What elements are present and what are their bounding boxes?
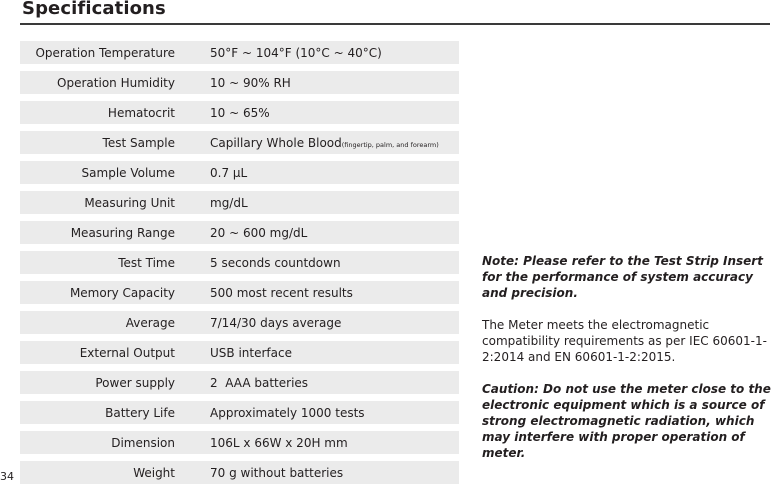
spec-value: USB interface	[210, 345, 292, 360]
title-divider	[20, 23, 770, 25]
notes-panel	[482, 253, 772, 461]
spec-row-sample-volume	[20, 161, 459, 184]
spec-row-dimension	[20, 431, 459, 454]
spec-value: 7/14/30 days average	[210, 315, 342, 330]
spec-row-test-sample	[20, 131, 459, 154]
accuracy-note: Note: Please refer to the Test Strip Insert for the performance of system accuracy and precision.	[482, 254, 763, 300]
spec-value: 50°F ~ 104°F (10°C ~ 40°C)	[210, 45, 382, 60]
spec-label: Dimension	[111, 435, 175, 450]
specifications-table	[20, 41, 459, 491]
spec-row-hematocrit	[20, 101, 459, 124]
spec-row-operation-temperature	[20, 41, 459, 64]
page-number: 34	[0, 470, 14, 483]
spec-value: 70 g without batteries	[210, 465, 344, 480]
spec-row-battery-life	[20, 401, 459, 424]
spec-label: Hematocrit	[107, 105, 175, 120]
spec-value: mg/dL	[210, 195, 248, 210]
spec-value: 500 most recent results	[210, 285, 353, 300]
spec-label: Operation Temperature	[35, 45, 175, 60]
spec-label: Memory Capacity	[69, 285, 175, 300]
spec-row-measuring-unit	[20, 191, 459, 214]
spec-label: Power supply	[95, 375, 175, 390]
spec-label: Measuring Range	[70, 225, 175, 240]
spec-label: Test Time	[118, 255, 175, 270]
spec-row-memory-capacity	[20, 281, 459, 304]
spec-label: Battery Life	[105, 405, 175, 420]
spec-label: Measuring Unit	[84, 195, 175, 210]
spec-row-weight	[20, 461, 459, 484]
spec-label: Average	[125, 315, 175, 330]
spec-value: Capillary Whole Blood(fingertip, palm, and forearm)	[210, 135, 439, 150]
spec-value: 10 ~ 65%	[210, 105, 270, 120]
spec-label: External Output	[79, 345, 175, 360]
spec-value: 5 seconds countdown	[210, 255, 341, 270]
spec-label: Test Sample	[102, 135, 175, 150]
spec-value: 0.7 µL	[210, 165, 248, 180]
spec-row-measuring-range	[20, 221, 459, 244]
emc-compliance-text: The Meter meets the electromagnetic compatibility requirements as per IEC 60601-1-2:2014 and EN 60601-1-2:2015.	[482, 318, 767, 364]
spec-row-power-supply	[20, 371, 459, 394]
spec-label: Weight	[133, 465, 175, 480]
spec-label: Sample Volume	[81, 165, 175, 180]
spec-label: Operation Humidity	[57, 75, 175, 90]
spec-value: 106L x 66W x 20H mm	[210, 435, 348, 450]
page-title: Specifications	[22, 0, 166, 19]
spec-row-average	[20, 311, 459, 334]
spec-value: Approximately 1000 tests	[210, 405, 365, 420]
spec-value: 10 ~ 90% RH	[210, 75, 291, 90]
spec-row-operation-humidity	[20, 71, 459, 94]
spec-value-note: (fingertip, palm, and forearm)	[341, 140, 439, 149]
caution-note: Caution: Do not use the meter close to the electronic equipment which is a source of strong electromagnetic radiation, which may interfere with proper operation of meter.	[482, 382, 771, 460]
spec-row-test-time	[20, 251, 459, 274]
spec-value: 2 AAA batteries	[210, 375, 309, 390]
spec-row-external-output	[20, 341, 459, 364]
spec-value: 20 ~ 600 mg/dL	[210, 225, 308, 240]
